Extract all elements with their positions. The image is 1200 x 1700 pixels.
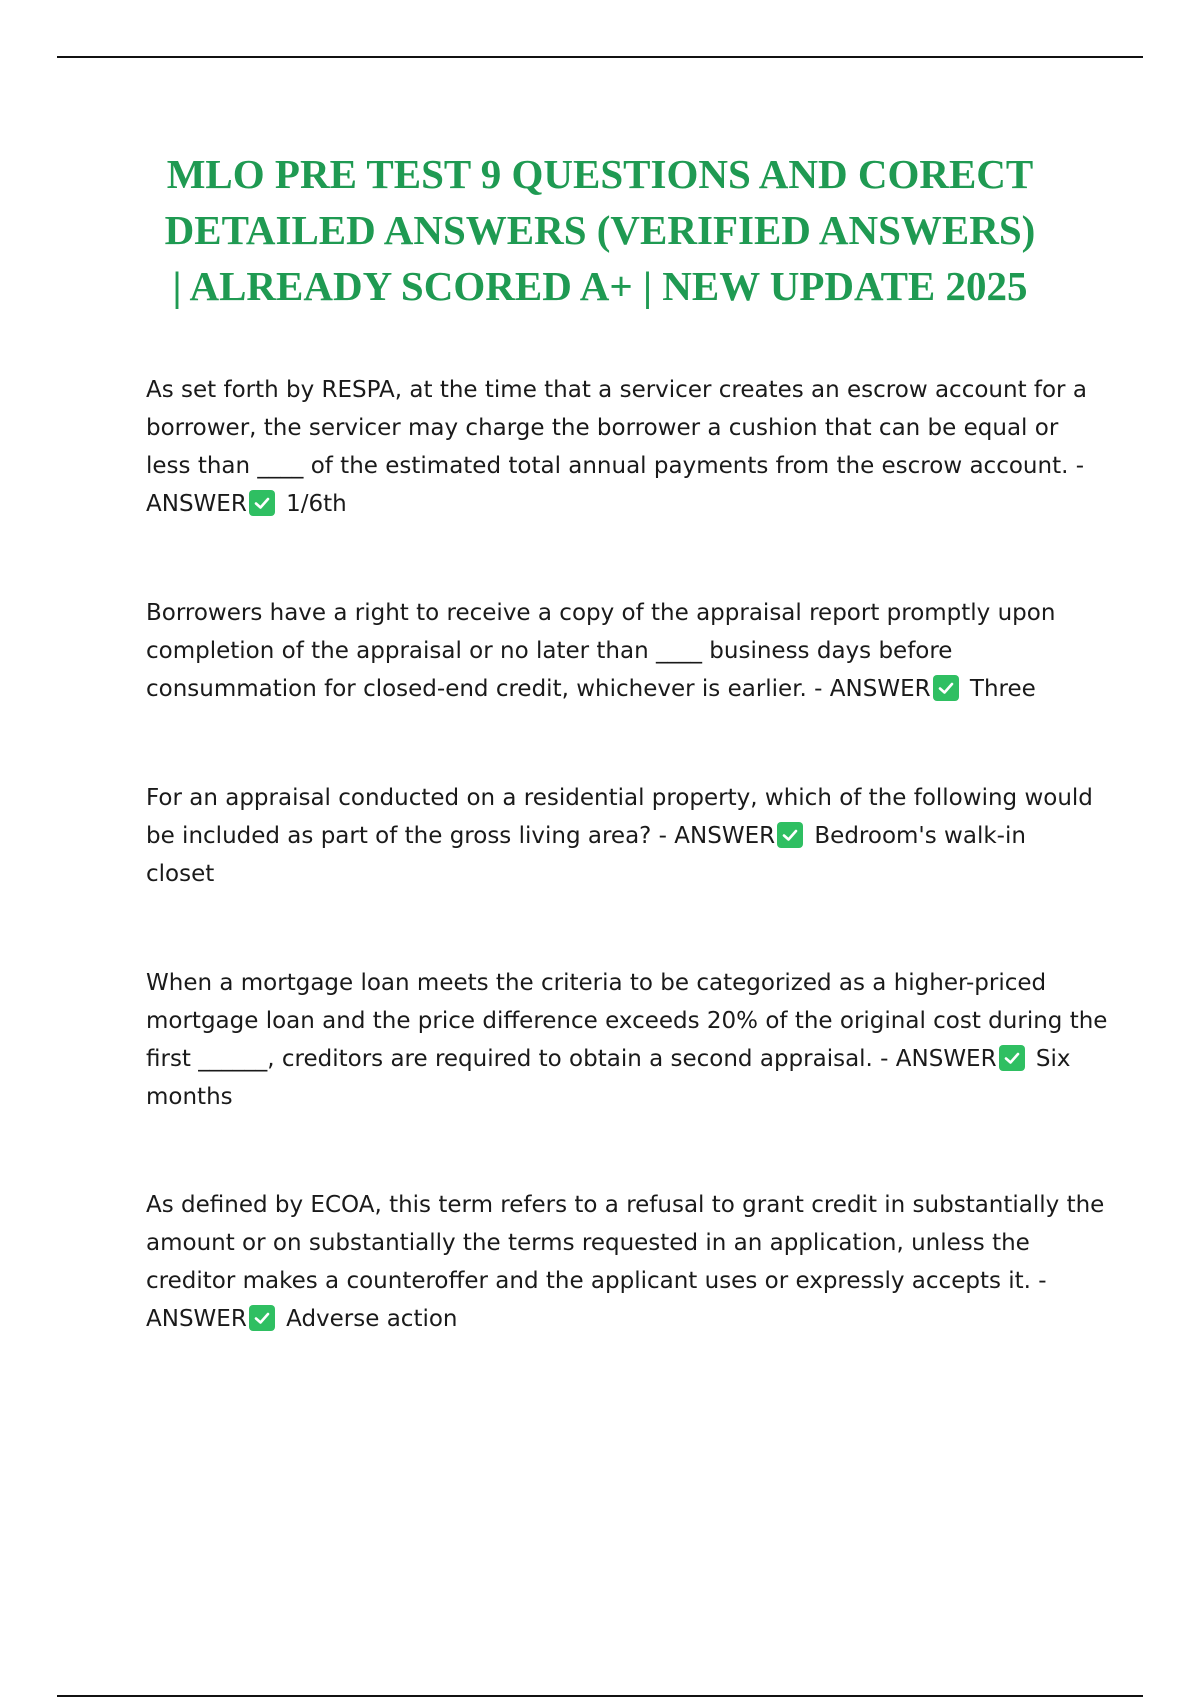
- answer-line: [146, 485, 1106, 523]
- check-icon: [933, 675, 959, 701]
- question-line: When a mortgage loan meets the criteria to be categorized as a higher-priced: [146, 970, 1047, 996]
- answer-text: Adverse action: [278, 1306, 458, 1332]
- answer-label: be included as part of the gross living area? - ANSWER: [146, 823, 776, 849]
- qa-item-1: [146, 371, 1106, 523]
- check-icon: [249, 490, 275, 516]
- question-line: As set forth by RESPA, at the time that a servicer creates an escrow account for a: [146, 377, 1087, 403]
- question-line: completion of the appraisal or no later than ____ business days before: [146, 638, 953, 664]
- answer-label: ANSWER: [146, 491, 247, 517]
- answer-label: consummation for closed-end credit, whichever is earlier. - ANSWER: [146, 676, 931, 702]
- qa-item-4: [146, 964, 1106, 1116]
- answer-continuation: closet: [146, 861, 215, 887]
- answer-label: first ______, creditors are required to obtain a second appraisal. - ANSWER: [146, 1046, 997, 1072]
- title-line: | ALREADY SCORED A+ | NEW UPDATE 2025: [172, 263, 1028, 309]
- question-line: less than ____ of the estimated total annual payments from the escrow account. -: [146, 453, 1085, 479]
- answer-text: Bedroom's walk-in: [807, 823, 1026, 849]
- qa-item-3: [146, 779, 1106, 893]
- check-icon: [777, 822, 803, 848]
- answer-line: [146, 670, 1106, 708]
- document-title: [120, 146, 1080, 314]
- question-line: As defined by ECOA, this term refers to a refusal to grant credit in substantially the: [146, 1192, 1105, 1218]
- top-rule: [57, 56, 1143, 58]
- answer-text: Three: [962, 676, 1036, 702]
- question-line: amount or on substantially the terms requested in an application, unless the: [146, 1230, 1030, 1256]
- bottom-rule: [57, 1695, 1143, 1697]
- check-icon: [999, 1045, 1025, 1071]
- answer-continuation: months: [146, 1084, 233, 1110]
- question-line: creditor makes a counteroffer and the applicant uses or expressly accepts it. -: [146, 1268, 1047, 1294]
- answer-text: Six: [1028, 1046, 1071, 1072]
- answer-text: 1/6th: [278, 491, 347, 517]
- question-line: For an appraisal conducted on a residential property, which of the following would: [146, 785, 1093, 811]
- answer-line: [146, 1040, 1106, 1078]
- title-line: DETAILED ANSWERS (VERIFIED ANSWERS): [164, 207, 1036, 253]
- check-icon: [249, 1305, 275, 1331]
- answer-label: ANSWER: [146, 1306, 247, 1332]
- qa-item-5: [146, 1186, 1106, 1338]
- answer-line: [146, 1300, 1106, 1338]
- qa-item-2: [146, 594, 1106, 708]
- question-line: borrower, the servicer may charge the borrower a cushion that can be equal or: [146, 415, 1059, 441]
- answer-line: [146, 817, 1106, 855]
- question-line: mortgage loan and the price difference exceeds 20% of the original cost during the: [146, 1008, 1108, 1034]
- question-line: Borrowers have a right to receive a copy of the appraisal report promptly upon: [146, 600, 1056, 626]
- title-line: MLO PRE TEST 9 QUESTIONS AND CORECT: [166, 151, 1034, 197]
